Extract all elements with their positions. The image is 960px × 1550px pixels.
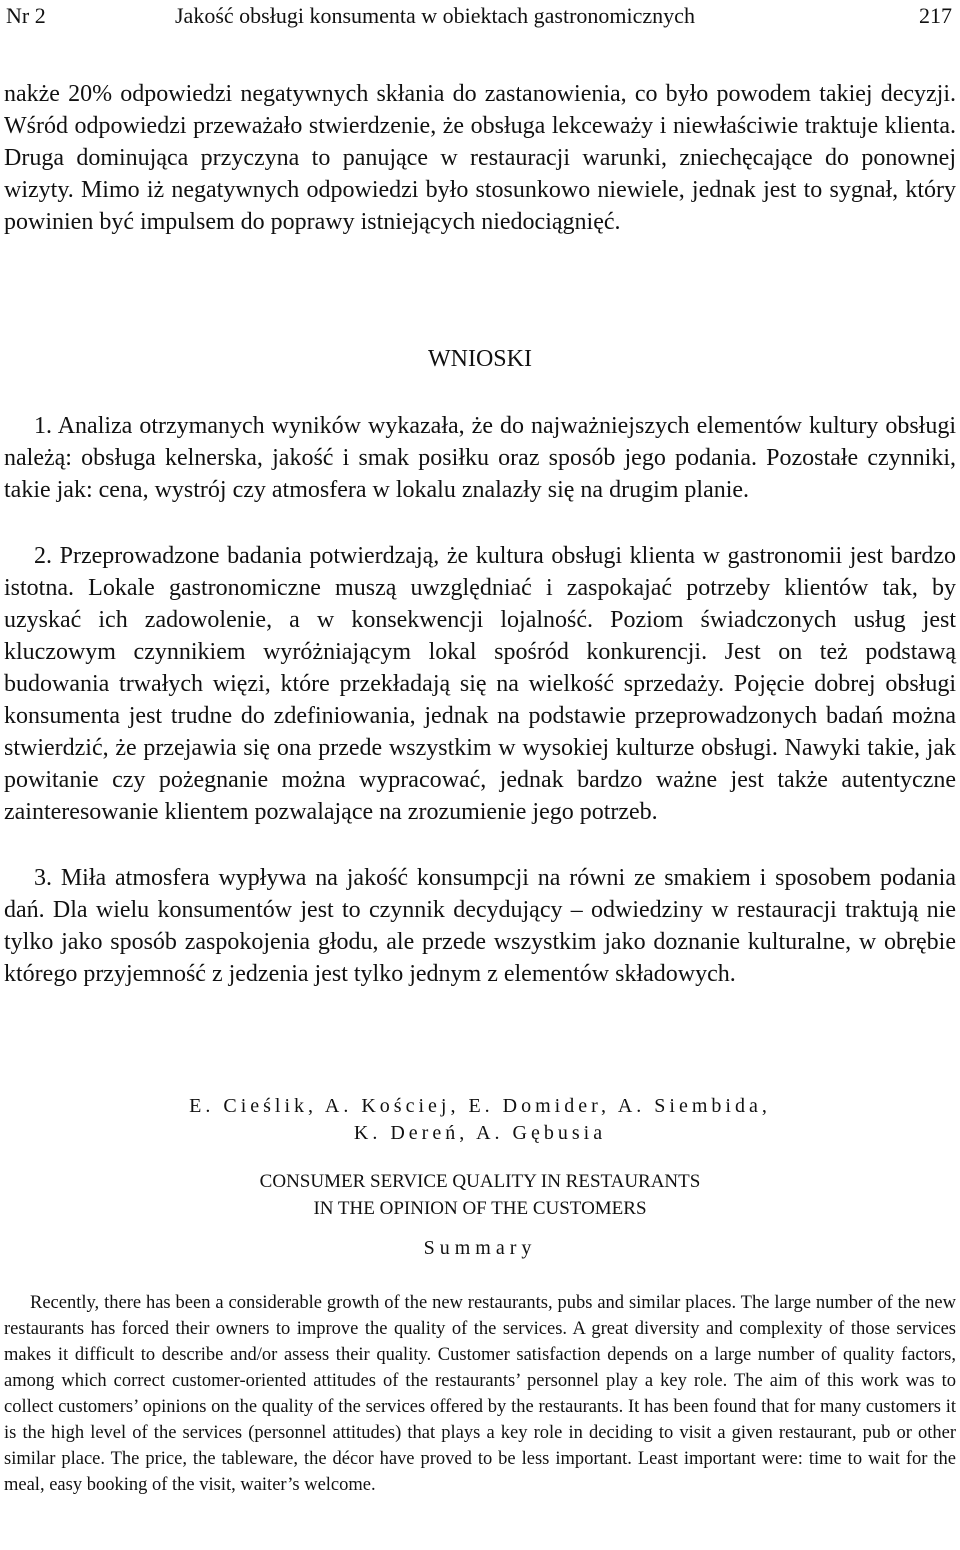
running-header (0, 0, 960, 34)
conclusion-item-3: 3. Miła atmosfera wypływa na jakość konsumpcji na równi ze smakiem i sposobem podania dań. Dla wielu konsumentów jest to czynnik decydujący – odwiedziny w restauracji traktują nie tylko jako sposób zaspokojenia głodu, ale przede wszystkim jako doznanie kulturalne, w obrębie którego przyjemność z jedzenia jest tylko jednym z elementów składowych. (4, 865, 956, 987)
running-title: Jakość obsługi konsumenta w obiektach gastronomicznych (175, 3, 695, 28)
issue-number: Nr 2 (6, 3, 46, 28)
page-number: 217 (919, 3, 952, 28)
summary-text: Recently, there has been a considerable growth of the new restaurants, pubs and similar places. The large number of the new restaurants has forced their owners to improve the quality of the services. A great diversity and complexity of those services makes it difficult to describe and/or assess their quality. Customer satisfaction depends on a large number of quality factors, among which correct customer-oriented attitudes of the restaurants’ personnel play a key role. The aim of this work was to collect customers’ opinions on the quality of the services offered by the restaurants. It has been found that for many customers it is the high level of the services (personnel attitudes) that plays a key role in deciding to visit a given restaurant, pub or other similar place. The price, the tableware, the décor have proved to be less important. Least important were: time to wait for the meal, easy booking of the visit, waiter’s welcome. (4, 1293, 956, 1495)
english-title (0, 1168, 960, 1222)
authors-line-2: K. Dereń, A. Gębusia (353, 1122, 607, 1144)
section-heading-conclusions: WNIOSKI (428, 346, 532, 372)
authors-block (0, 1093, 960, 1147)
authors-line-1: E. Cieślik, A. Kościej, E. Domider, A. Siembida, (189, 1095, 771, 1117)
conclusion-item-2: 2. Przeprowadzone badania potwierdzają, że kultura obsługi klienta w gastronomii jest bardzo istotna. Lokale gastronomiczne muszą uwzględniać i zaspokajać potrzeby klientów tak, by uzyskać ich zadowolenie, a w konsekwencji lojalność. Poziom świadczonych usług jest kluczowym czynnikiem wyróżniającym lokal spośród konkurencji. Jest on też podstawą budowania trwałych więzi, które przekładają się na wielkość sprzedaży. Pojęcie dobrej obsługi konsumenta jest trudne do zdefiniowania, jednak na podstawie przeprowadzonych badań można stwierdzić, że przejawia się ona przede wszystkim w wysokiej kulturze obsługi. Nawyki takie, jak powitanie czy pożegnanie można wypracować, jednak bardzo ważne jest także autentyczne zainteresowanie klientem pozwalające na zrozumienie jego potrzeb. (4, 543, 956, 825)
english-title-line-1: CONSUMER SERVICE QUALITY IN RESTAURANTS (259, 1171, 701, 1192)
conclusion-item-1: 1. Analiza otrzymanych wyników wykazała, że do najważniejszych elementów kultury obsługi należą: obsługa kelnerska, jakość i smak posiłku oraz sposób jego podania. Pozostałe czynniki, takie jak: cena, wystrój czy atmosfera w lokalu znalazły się na drugim planie. (4, 413, 956, 503)
english-title-line-2: IN THE OPINION OF THE CUSTOMERS (313, 1198, 647, 1219)
body-paragraph: nakże 20% odpowiedzi negatywnych skłania do zastanowienia, co było powodem takiej decyzji. Wśród odpowiedzi przeważało stwierdzenie, że obsługa lekceważy i niewłaściwie traktuje klienta. Druga dominująca przyczyna to panujące w restauracji warunki, zniechęcające do ponownej wizyty. Mimo iż negatywnych odpowiedzi było stosunkowo niewiele, jednak jest to sygnał, który powinien być impulsem do poprawy istniejących niedociągnięć. (4, 81, 956, 235)
summary-label: Summary (423, 1237, 537, 1259)
